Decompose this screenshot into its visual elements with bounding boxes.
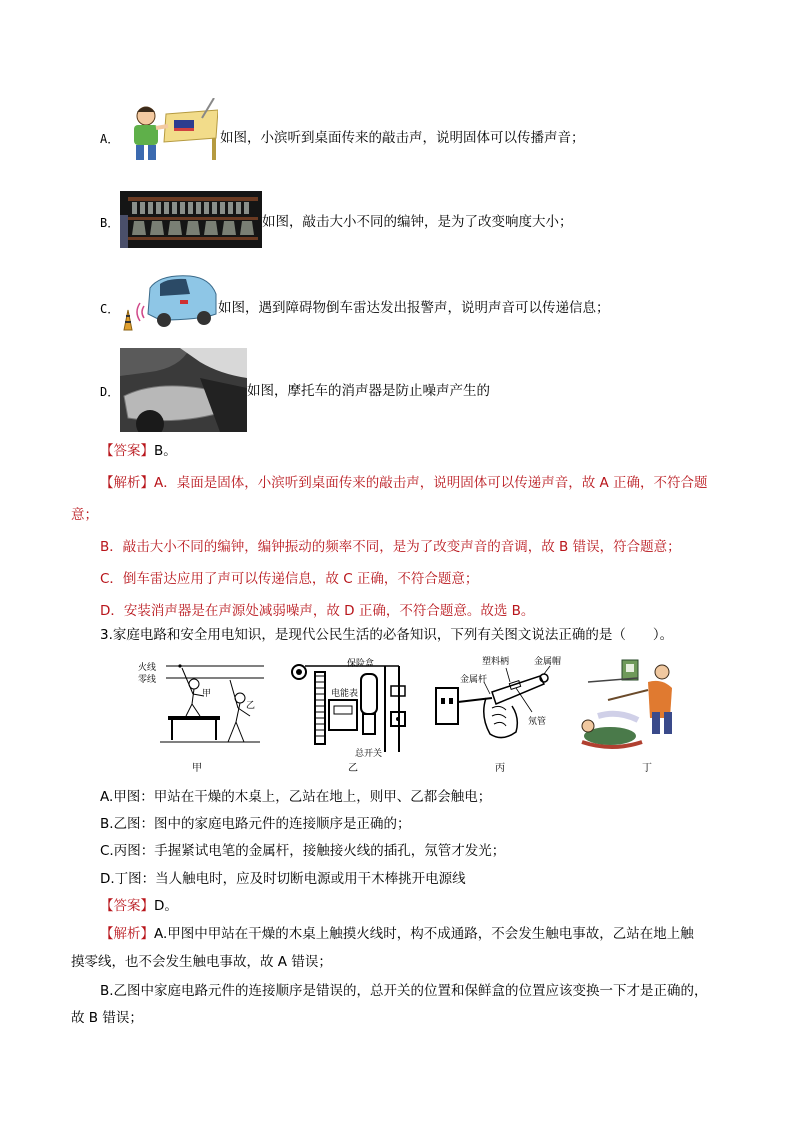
option-a: A.甲图：甲站在干燥的木桌上，乙站在地上，则甲、乙都会触电； — [100, 789, 492, 805]
analysis-text: 意； — [71, 507, 98, 523]
analysis-text: 故 B 错误； — [71, 1010, 143, 1026]
chime-bells-image — [120, 191, 262, 248]
figure-yi — [285, 652, 420, 776]
main-switch-label: 总开关 — [355, 749, 383, 759]
person-yi-label: 乙 — [246, 701, 256, 711]
analysis-text: A．桌面是固体，小滨听到桌面传来的敲击声，说明固体可以传递声音，故 A 正确，不符合题 — [154, 475, 708, 491]
fuse-box-label: 保险盒 — [347, 659, 375, 669]
answer-label: 【答案】 — [100, 898, 154, 914]
option-text: 如图，遇到障碍物倒车雷达发出报警声，说明声音可以传递信息； — [218, 300, 610, 316]
option-letter: A． — [100, 132, 120, 146]
meter-label: 电能表 — [331, 689, 359, 699]
figure-caption: 丙 — [495, 763, 505, 774]
analysis-text: A.甲图中甲站在干燥的木桌上触摸火线时，构不成通路，不会发生触电事故，乙站在地上触 — [154, 926, 694, 942]
neutral-wire-label: 零线 — [138, 675, 157, 685]
answer-value: B。 — [154, 443, 177, 459]
answer-line — [100, 896, 178, 916]
answer-line — [100, 441, 177, 461]
analysis-text: D．安装消声器是在声源处减弱噪声，故 D 正确，不符合题意。故选 B。 — [100, 603, 535, 619]
option-b: B.乙图：图中的家庭电路元件的连接顺序是正确的； — [100, 816, 411, 832]
figure-jia — [130, 656, 266, 776]
neon-tube-label: 氖管 — [528, 717, 547, 727]
analysis-label: 【解析】 — [100, 926, 154, 942]
analysis-label: 【解析】 — [100, 475, 154, 491]
figure-ding — [578, 656, 688, 776]
analysis-text: B．敲击大小不同的编钟，编钟振动的频率不同，是为了改变声音的音调，故 B 错误，符合题意； — [100, 539, 681, 555]
figure-caption: 乙 — [348, 763, 358, 774]
figure-caption: 丁 — [642, 763, 652, 774]
analysis-line — [100, 924, 694, 944]
figure-caption: 甲 — [192, 763, 202, 774]
analysis-line — [100, 473, 708, 493]
analysis-text: 摸零线，也不会发生触电事故，故 A 错误； — [71, 954, 332, 970]
answer-value: D。 — [154, 898, 178, 914]
reversing-radar-image — [120, 270, 218, 334]
option-text: 如图，摩托车的消声器是防止噪声产生的 — [247, 383, 490, 399]
option-text: 如图，小滨听到桌面传来的敲击声，说明固体可以传播声音； — [220, 130, 585, 146]
figure-bing — [432, 652, 568, 776]
option-letter: B． — [100, 216, 120, 230]
analysis-text: B.乙图中家庭电路元件的连接顺序是错误的，总开关的位置和保鲜盒的位置应该变换一下才是正确的， — [100, 983, 708, 999]
answer-label: 【答案】 — [100, 443, 154, 459]
live-wire-label: 火线 — [138, 663, 157, 673]
person-jia-label: 甲 — [202, 689, 212, 699]
desk-knock-image — [126, 98, 218, 160]
analysis-text: C．倒车雷达应用了声可以传递信息，故 C 正确，不符合题意； — [100, 571, 479, 587]
question-stem: 3.家庭电路和安全用电知识，是现代公民生活的必备知识，下列有关图文说法正确的是（ ）。 — [100, 627, 674, 643]
metal-cap-label: 金属帽 — [534, 657, 562, 667]
option-text: 如图，敲击大小不同的编钟，是为了改变响度大小； — [262, 214, 573, 230]
motorcycle-muffler-image — [120, 348, 247, 432]
option-d: D.丁图：当人触电时，应及时切断电源或用干木棒挑开电源线 — [100, 871, 466, 887]
option-letter: D． — [100, 385, 120, 399]
metal-rod-label: 金属杆 — [460, 675, 488, 685]
plastic-handle-label: 塑料柄 — [482, 657, 510, 667]
option-c: C.丙图：手握紧试电笔的金属杆，接触接火线的插孔，氖管才发光； — [100, 843, 506, 859]
option-letter: C． — [100, 302, 120, 316]
